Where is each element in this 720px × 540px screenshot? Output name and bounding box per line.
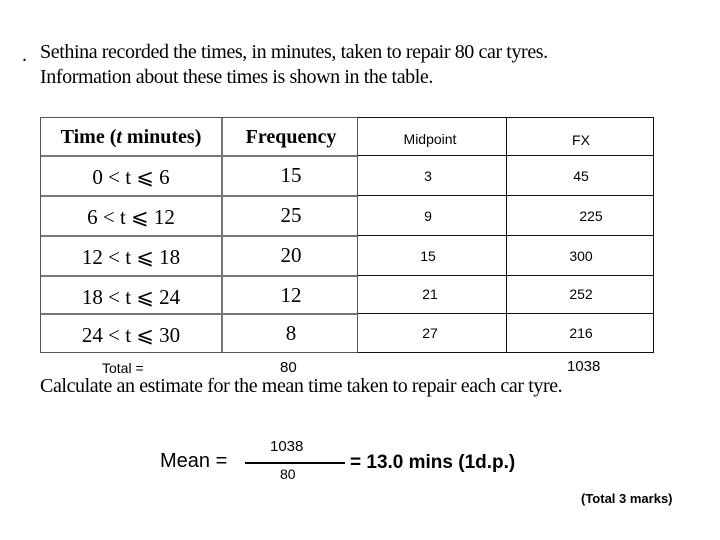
fraction-denominator: 80 [280, 466, 296, 482]
question-instruction: Calculate an estimate for the mean time taken to repair each car tyre. [40, 375, 563, 397]
frequency-cell: 12 [280, 283, 302, 307]
interval-cell: 6 < t ⩽ 12 [87, 205, 175, 229]
midpoint-cell: 3 [424, 168, 432, 184]
frequency-cell: 25 [280, 203, 302, 227]
row-divider [358, 275, 653, 276]
fraction-bar [245, 462, 345, 464]
row-divider [358, 235, 653, 236]
table-row [41, 235, 357, 277]
interval-cell: 24 < t ⩽ 30 [81, 323, 181, 347]
fx-cell: 252 [569, 286, 593, 302]
question-number-mark: . [22, 44, 27, 66]
question-line-2: Information about these times is shown in the table. [40, 66, 434, 88]
total-fx: 1038 [567, 358, 601, 375]
fx-cell: 45 [573, 168, 589, 184]
table-row [41, 155, 357, 197]
total-frequency: 80 [280, 359, 297, 376]
table-row [41, 195, 357, 237]
row-divider [358, 313, 653, 314]
fraction-numerator: 1038 [270, 438, 304, 455]
interval-cell: 0 < t ⩽ 6 [92, 165, 170, 189]
table-row [41, 275, 357, 315]
frequency-column-header: Frequency [245, 126, 337, 148]
question-line-1: Sethina recorded the times, in minutes, taken to repair 80 car tyres. [40, 41, 548, 63]
mean-label: Mean = [160, 450, 228, 472]
row-divider [358, 195, 653, 196]
row-divider [358, 155, 653, 156]
fx-column-header: FX [572, 132, 590, 148]
midpoint-cell: 21 [422, 286, 438, 302]
frequency-cell: 20 [280, 243, 302, 267]
interval-cell: 18 < t ⩽ 24 [81, 285, 181, 309]
fx-cell: 225 [579, 208, 603, 224]
interval-cell: 12 < t ⩽ 18 [81, 245, 181, 269]
midpoint-cell: 15 [420, 248, 436, 264]
frequency-cell: 15 [280, 163, 302, 187]
total-marks: (Total 3 marks) [581, 491, 673, 506]
fx-cell: 300 [569, 248, 593, 264]
midpoint-cell: 9 [424, 208, 432, 224]
total-label: Total = [102, 360, 144, 376]
midpoint-cell: 27 [422, 325, 438, 341]
midpoint-column-header: Midpoint [403, 131, 457, 147]
fx-cell: 216 [569, 325, 593, 341]
frequency-table [40, 117, 358, 353]
table-row [41, 313, 357, 355]
mean-result: = 13.0 mins (1d.p.) [350, 452, 516, 473]
working-table [358, 117, 654, 353]
frequency-cell: 8 [285, 321, 297, 345]
time-column-header: Time (t minutes) [60, 126, 202, 148]
